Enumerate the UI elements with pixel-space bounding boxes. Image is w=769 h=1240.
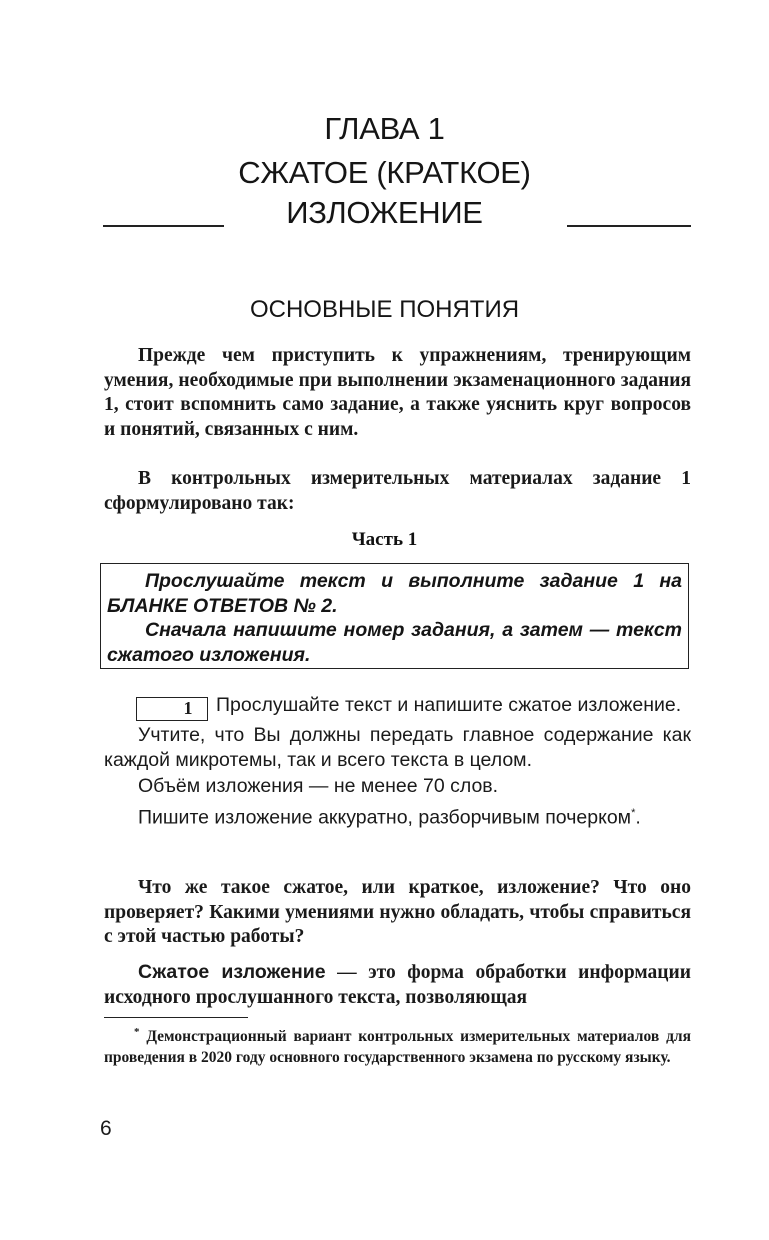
definition-paragraph: [104, 960, 691, 1010]
task-text2: Учтите, что Вы должны передать главное содержание как каждой микротемы, так и всего текста в целом.: [104, 724, 691, 771]
section-title: ОСНОВНЫЕ ПОНЯТИЯ: [249, 296, 520, 323]
chapter-title-line2: ИЗЛОЖЕНИЕ: [286, 195, 483, 230]
chapter-label: ГЛАВА 1: [324, 111, 445, 146]
instruction-line1: Прослушайте текст и выполните задание 1 на БЛАНКЕ ОТВЕТОВ № 2.: [107, 570, 682, 617]
page-number: 6: [100, 1117, 112, 1140]
title-rule-right: [567, 225, 691, 227]
title-rule-left: [103, 225, 224, 227]
instruction-box: [100, 563, 689, 669]
task-block: [104, 693, 691, 830]
task-line4: [104, 801, 691, 830]
instruction-line2: Сначала напишите номер задания, а затем — текст сжатого изложения.: [107, 619, 682, 666]
footnote-text: Демонстрационный вариант контрольных измерительных материалов для проведения в 2020 году основного государственного экзамена по русскому языку.: [104, 1028, 691, 1067]
question-paragraph: Что же такое сжатое, или краткое, изложение? Что оно проверяет? Какими умениями нужно обладать, чтобы справиться с этой частью работы?: [104, 877, 691, 947]
task-text1: Прослушайте текст и напишите сжатое изложение.: [216, 694, 682, 716]
footnote-rule: [104, 1017, 248, 1018]
definition-text: — это форма обработки информации исходного прослушанного текста, позволяющая: [104, 962, 692, 1008]
definition-term: Сжатое изложение: [138, 961, 326, 983]
task-number-box: 1: [136, 697, 208, 721]
footnote: [104, 1022, 691, 1068]
task-text3: Объём изложения — не менее 70 слов.: [138, 775, 499, 797]
task-text4: Пишите изложение аккуратно, разборчивым почерком: [138, 806, 632, 828]
intro-paragraph: Прежде чем приступить к упражнениям, тренирующим умения, необходимые при выполнении экзаменационного задания 1, стоит вспомнить само задание, а также уяснить круг вопросов и понятий, связанных с ним.: [104, 345, 691, 440]
task-footnote-mark: *: [631, 806, 636, 819]
task-text4-end: .: [635, 806, 641, 828]
kim-paragraph: В контрольных измерительных материалах задание 1 сформулировано так:: [104, 468, 691, 514]
footnote-mark: *: [134, 1026, 140, 1038]
task-line1: [104, 693, 691, 721]
chapter-title-line1: СЖАТОЕ (КРАТКОЕ): [238, 155, 531, 190]
part-heading: Часть 1: [351, 529, 418, 550]
